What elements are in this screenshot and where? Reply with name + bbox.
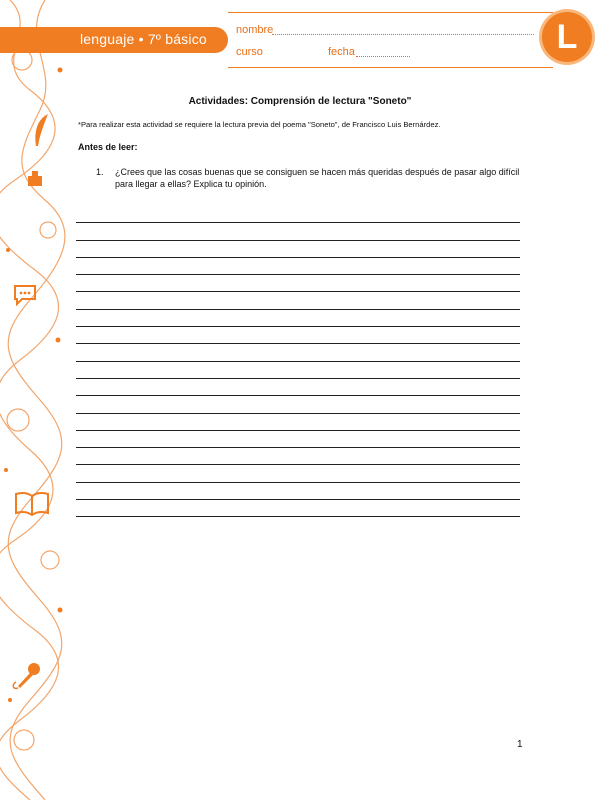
answer-line[interactable] [76,483,520,500]
answer-line[interactable] [76,379,520,396]
document-title: Actividades: Comprensión de lectura "Soneto" [188,96,412,107]
answer-line[interactable] [76,414,520,431]
answer-line[interactable] [76,292,520,309]
answer-line[interactable] [76,431,520,448]
reading-note: *Para realizar esta actividad se requiere la lectura previa del poema "Soneto", de Francisco Luis Bernárdez. [78,120,441,129]
course-label: curso [236,46,263,58]
subject-label: lenguaje • 7º básico [80,31,207,47]
open-book-icon [14,490,50,516]
date-field[interactable] [356,56,410,57]
section-heading: Antes de leer: [78,142,138,152]
question-text: ¿Crees que las cosas buenas que se consiguen se hacen más queridas después de pasar algo difícil para llegar a ellas? Explica tu opinión. [115,167,520,189]
answer-area[interactable] [76,206,520,517]
name-field[interactable] [272,34,534,35]
microphone-icon [10,660,44,692]
answer-line[interactable] [76,310,520,327]
answer-line[interactable] [76,344,520,361]
question-number: 1. [96,167,104,177]
answer-line[interactable] [76,275,520,292]
date-label: fecha [328,46,355,58]
answer-line[interactable] [76,327,520,344]
answer-line[interactable] [76,258,520,275]
subject-letter-badge: L [542,12,592,62]
page-number: 1 [517,739,523,750]
name-label: nombre [236,24,274,36]
answer-line[interactable] [76,465,520,482]
answer-line[interactable] [76,223,520,240]
answer-line[interactable] [76,448,520,465]
answer-line[interactable] [76,500,520,517]
speech-bubble-icon [12,284,38,306]
quill-icon [30,112,52,150]
student-info-box [228,12,553,68]
answer-line[interactable] [76,206,520,223]
answer-line[interactable] [76,241,520,258]
answer-line[interactable] [76,396,520,413]
ink-pot-icon [24,168,46,188]
answer-line[interactable] [76,362,520,379]
